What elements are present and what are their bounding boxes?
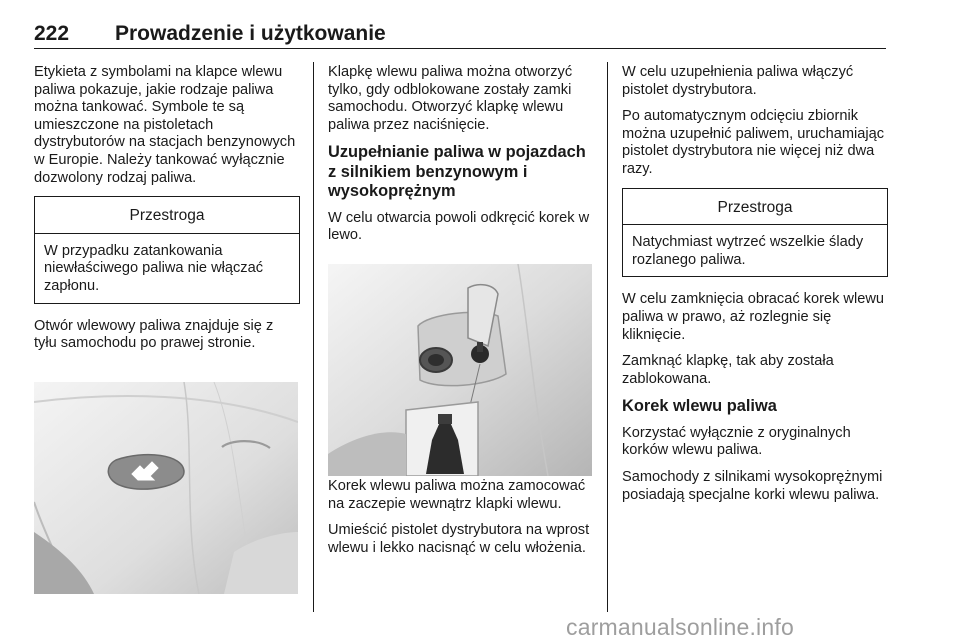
nozzle-paragraph: Umieścić pistolet dystrybutora na wprost wlewu i lekko nacisnąć w celu włożenia. — [328, 522, 590, 556]
page-header — [34, 22, 886, 52]
diesel-caps-paragraph: Samochody z silnikami wysokoprężnymi posiadają specjalne korki wlewu paliwa. — [622, 469, 883, 503]
column-1 — [34, 64, 300, 362]
cap-holder-paragraph: Korek wlewu paliwa można zamocować na zaczepie wewnątrz klapki wlewu. — [328, 478, 586, 512]
intro-paragraph: Etykieta z symbolami na klapce wlewu paliwa pokazuje, jakie rodzaje paliwa można tankować. Symbole te są umieszczone na pistoletach dystrybutorów na stacjach benzynowych w Europie. Należy tankować wyłącznie dozwolony rodzaj paliwa. — [34, 64, 296, 186]
original-caps-paragraph: Korzystać wyłącznie z oryginalnych korków wlewu paliwa. — [622, 424, 851, 459]
column-divider-2 — [607, 62, 608, 612]
caution-body: W przypadku zatankowania niewłaściwego paliwa nie włączać zapłonu. — [44, 242, 264, 294]
watermark: carmanualsonline.info — [566, 614, 794, 640]
fuel-cap-illustration — [328, 264, 592, 476]
fuel-cap-photo — [328, 264, 592, 476]
auto-cutoff-paragraph: Po automatycznym odcięciu zbiornik można uzupełnić paliwem, uruchamiając pistolet dystrybutora nie więcej niż dwa razy. — [622, 108, 885, 177]
page-number: 222 — [34, 22, 70, 45]
section-heading-refuelling: Uzupełnianie paliwa w pojazdach z silnikiem benzynowym i wysokoprężnym — [328, 143, 586, 201]
section-heading-fuel-cap: Korek wlewu paliwa — [622, 397, 777, 416]
caution-title: Przestroga — [35, 197, 299, 234]
close-cap-paragraph: W celu zamknięcia obracać korek wlewu paliwa w prawo, aż rozlegnie się kliknięcie. — [622, 291, 884, 343]
header-divider — [34, 48, 886, 49]
switch-nozzle-paragraph: W celu uzupełnienia paliwa włączyć pistolet dystrybutora. — [622, 64, 854, 98]
lock-flap-paragraph: Zamknąć klapkę, tak aby została zablokowana. — [622, 353, 834, 387]
unscrew-paragraph: W celu otwarcia powoli odkręcić korek w lewo. — [328, 209, 590, 244]
caution-box-spilled-fuel — [622, 188, 888, 278]
column-3 — [622, 64, 888, 513]
fuel-flap-photo — [34, 382, 298, 594]
flap-paragraph: Klapkę wlewu paliwa można otworzyć tylko, gdy odblokowane zostały zamki samochodu. Otworzyć klapkę wlewu paliwa przez naciśnięcie. — [328, 64, 573, 133]
column-divider-1 — [313, 62, 314, 612]
fuel-flap-illustration — [34, 382, 298, 594]
caution-title: Przestroga — [623, 189, 887, 226]
caution-box-ignition — [34, 196, 300, 303]
chapter-title: Prowadzenie i użytkowanie — [115, 22, 386, 45]
filler-location-paragraph: Otwór wlewowy paliwa znajduje się z tyłu samochodu po prawej stronie. — [34, 317, 274, 352]
caution-body: Natychmiast wytrzeć wszelkie ślady rozlanego paliwa. — [632, 234, 864, 268]
